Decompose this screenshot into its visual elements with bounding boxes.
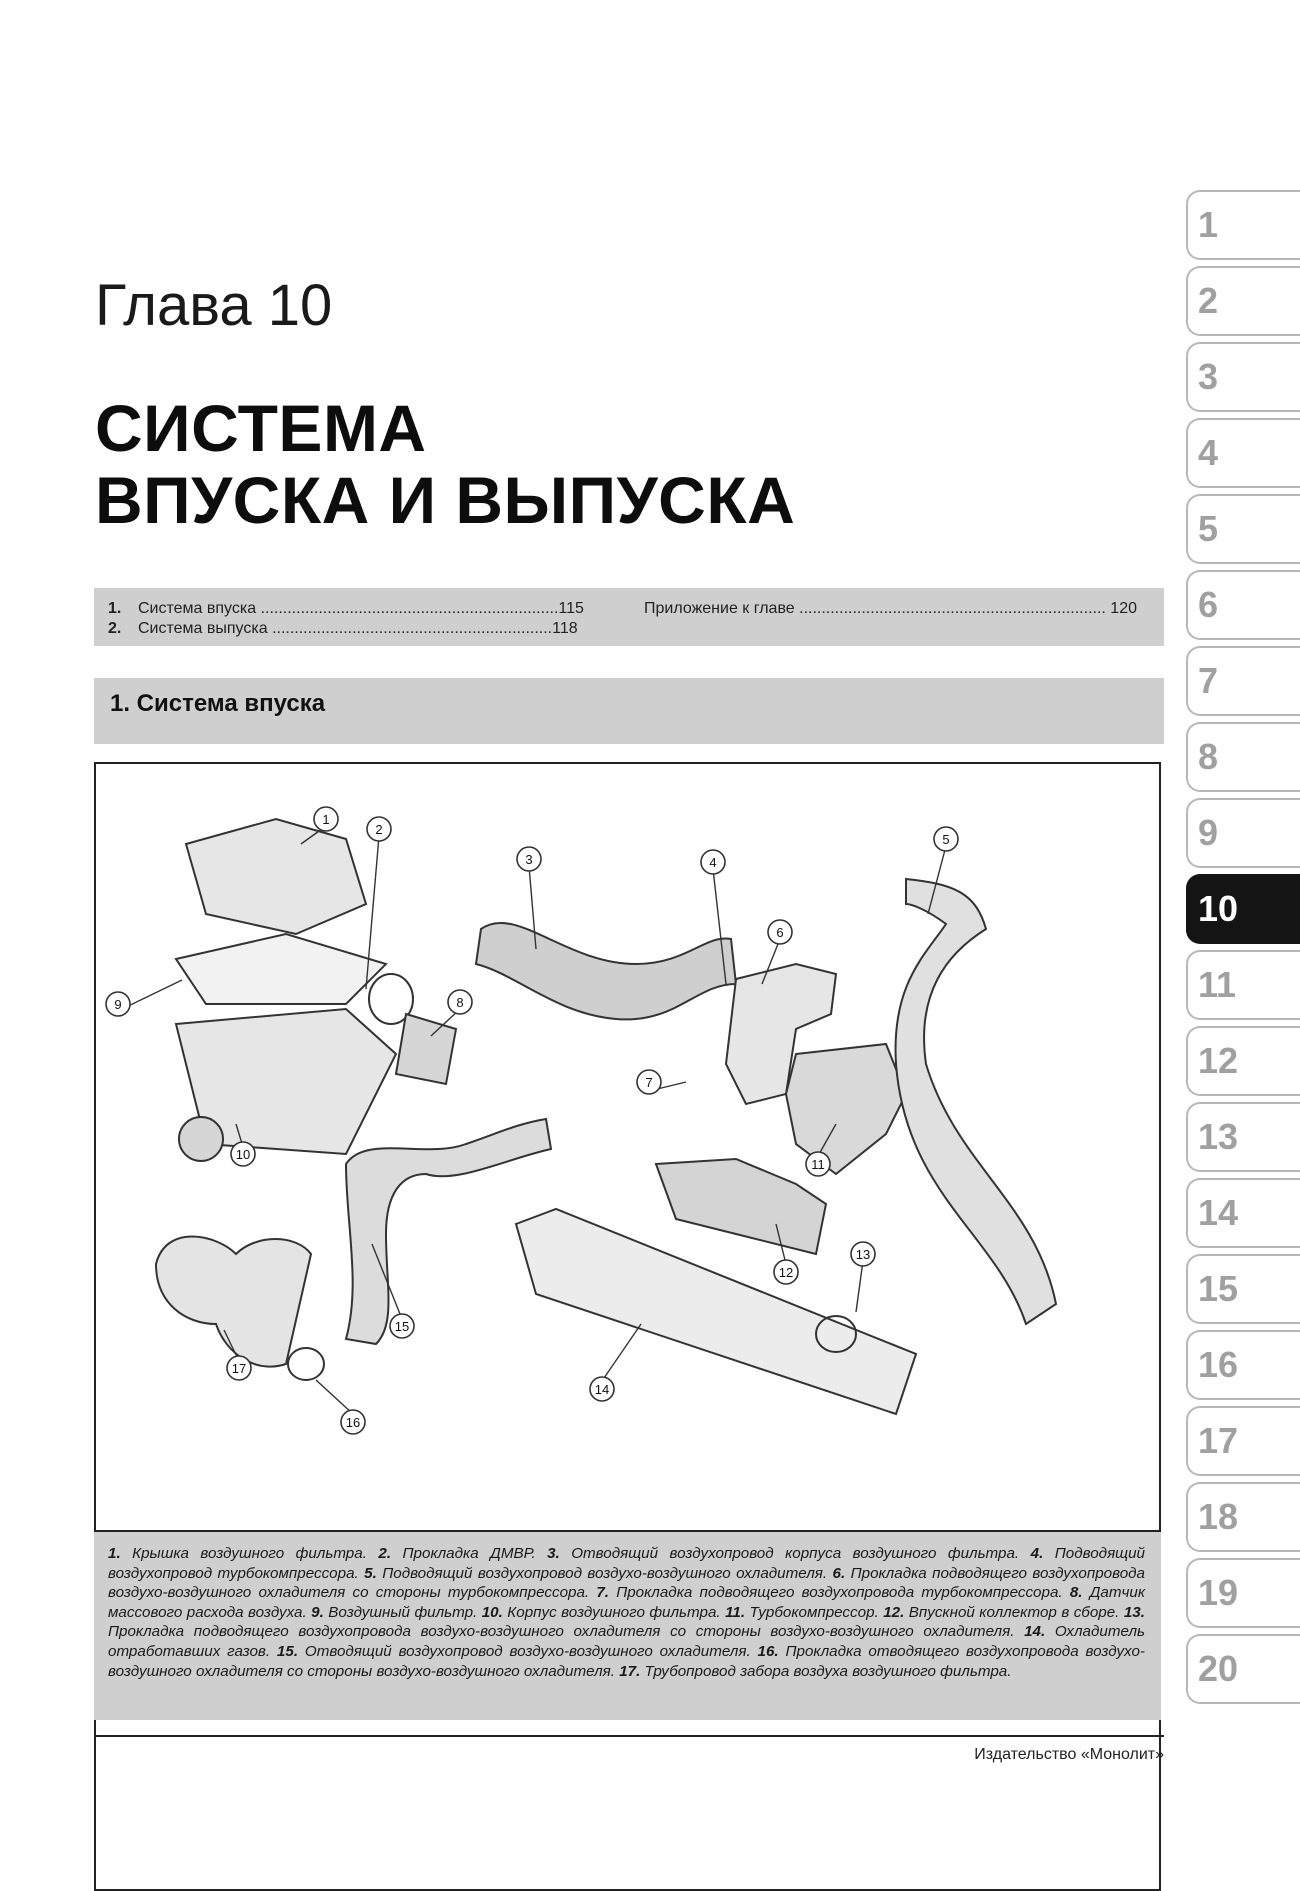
svg-text:2: 2: [375, 822, 383, 837]
callout-4: [701, 850, 725, 874]
callout-15: [390, 1314, 414, 1338]
caption-num: 12.: [883, 1603, 905, 1621]
caption-text: Датчик массового расхода воздуха.: [108, 1584, 1145, 1621]
caption-text: Прокладка подводящего воздухопровода воздухо-воздушного охладителя со стороны воздухо-воздушного охладителя.: [108, 1623, 1025, 1641]
toc-item-text: Приложение к главе ..................................................................... 120: [644, 600, 1137, 617]
caption-num: 4.: [1030, 1545, 1044, 1562]
chapter-tab-7[interactable]: 7: [1186, 646, 1300, 716]
caption-text: Прокладка отводящего воздухопровода воздухо-воздушного охладителя со стороны воздухо-воздушного охладителя.: [108, 1642, 1145, 1680]
chapter-tab-5[interactable]: 5: [1186, 494, 1300, 564]
page-title: [95, 392, 795, 536]
caption-num: 17.: [619, 1662, 641, 1680]
caption-text: Воздушный фильтр.: [323, 1603, 482, 1621]
caption-num: 9.: [311, 1603, 324, 1621]
chapter-tab-3[interactable]: 3: [1186, 342, 1300, 412]
caption-text: Прокладка подводящего воздухопровода турбокомпрессора.: [609, 1584, 1070, 1602]
chapter-tab-10[interactable]: 10: [1186, 874, 1300, 944]
caption-num: 1.: [108, 1545, 121, 1562]
intercooler-inlet-pipe-part: [896, 879, 1056, 1324]
air-filter-cover-part: [186, 819, 366, 934]
toc-item-num: 1.: [108, 600, 122, 617]
callout-9: [106, 992, 130, 1016]
maf-sensor-part: [396, 1014, 456, 1084]
callout-13: [851, 1242, 875, 1266]
chapter-tab-16[interactable]: 16: [1186, 1330, 1300, 1400]
outlet-duct-3-part: [476, 923, 736, 1020]
caption-num: 16.: [757, 1642, 779, 1660]
caption-num: 3.: [547, 1545, 560, 1562]
turbocharger-part: [786, 1044, 906, 1174]
svg-text:3: 3: [525, 852, 533, 867]
svg-text:14: 14: [594, 1382, 610, 1397]
chapter-label: Глава 10: [95, 273, 333, 338]
chapter-tab-11[interactable]: 11: [1186, 950, 1300, 1020]
chapter-tab-1[interactable]: 1: [1186, 190, 1300, 260]
intake-pipe-17-part: [156, 1237, 311, 1367]
intake-system-diagram: [94, 762, 1161, 1891]
toc-item-2[interactable]: [108, 620, 578, 638]
caption-num: 10.: [481, 1603, 503, 1621]
caption-num: 7.: [596, 1584, 610, 1602]
caption-text: Впускной коллектор в сборе.: [904, 1603, 1124, 1621]
housing-outlet-part: [179, 1117, 223, 1161]
callout-1: [314, 807, 338, 831]
svg-text:8: 8: [456, 995, 464, 1010]
section-header: [94, 678, 1164, 744]
caption-num: 14.: [1024, 1623, 1046, 1641]
table-of-contents: [94, 588, 1164, 646]
callout-7: [637, 1070, 661, 1094]
chapter-tab-18[interactable]: 18: [1186, 1482, 1300, 1552]
chapter-tab-15[interactable]: 15: [1186, 1254, 1300, 1324]
svg-text:11: 11: [811, 1157, 825, 1172]
callout-3: [517, 847, 541, 871]
callout-6: [768, 920, 792, 944]
figure-caption: [94, 1530, 1161, 1720]
chapter-tab-17[interactable]: 17: [1186, 1406, 1300, 1476]
svg-text:6: 6: [776, 925, 784, 940]
callout-17: [227, 1356, 251, 1380]
chapter-tab-12[interactable]: 12: [1186, 1026, 1300, 1096]
caption-text: Подводящий воздухопровод турбокомпрессора.: [108, 1545, 1145, 1582]
section-title: 1. Система впуска: [110, 690, 326, 717]
toc-item-1[interactable]: [108, 600, 584, 618]
air-filter-part: [176, 934, 386, 1004]
chapter-tab-8[interactable]: 8: [1186, 722, 1300, 792]
callout-11: [806, 1152, 830, 1176]
caption-text: Отводящий воздухопровод корпуса воздушного фильтра.: [559, 1545, 1031, 1562]
exploded-view-drawing: [96, 764, 1159, 1889]
svg-text:17: 17: [231, 1361, 247, 1376]
caption-num: 8.: [1069, 1584, 1083, 1602]
caption-num: 13.: [1123, 1603, 1145, 1621]
toc-item-text: Система впуска ...................................................................115: [138, 600, 584, 617]
callout-2: [367, 817, 391, 841]
footer-divider: [94, 1735, 1164, 1737]
publisher-credit: Издательство «Монолит»: [974, 1746, 1164, 1763]
title-line-2: ВПУСКА И ВЫПУСКА: [95, 463, 796, 537]
chapter-tab-2[interactable]: 2: [1186, 266, 1300, 336]
svg-text:13: 13: [855, 1247, 871, 1262]
caption-text: Прокладка ДМВР.: [391, 1545, 548, 1562]
caption-num: 15.: [276, 1642, 299, 1660]
title-line-1: СИСТЕМА: [95, 391, 427, 465]
chapter-tab-9[interactable]: 9: [1186, 798, 1300, 868]
callout-14: [590, 1377, 614, 1401]
intake-manifold-part: [656, 1159, 826, 1254]
chapter-tab-19[interactable]: 19: [1186, 1558, 1300, 1628]
chapter-tab-6[interactable]: 6: [1186, 570, 1300, 640]
svg-text:15: 15: [394, 1319, 410, 1334]
caption-num: 2.: [378, 1545, 392, 1562]
svg-text:9: 9: [114, 997, 122, 1012]
callout-8: [448, 990, 472, 1014]
caption-text: Подводящий воздухопровод воздухо-воздушного охладителя.: [376, 1564, 833, 1582]
caption-text: Крышка воздушного фильтра.: [120, 1545, 379, 1562]
svg-text:16: 16: [345, 1415, 361, 1430]
toc-item-num: 2.: [108, 620, 122, 637]
svg-text:10: 10: [235, 1147, 251, 1162]
svg-text:12: 12: [778, 1265, 794, 1280]
caption-text: Трубопровод забора воздуха воздушного фильтра.: [640, 1662, 1012, 1680]
caption-num: 11.: [725, 1603, 746, 1621]
chapter-tab-4[interactable]: 4: [1186, 418, 1300, 488]
svg-text:4: 4: [709, 855, 717, 870]
caption-text: Корпус воздушного фильтра.: [502, 1603, 726, 1621]
callout-5: [934, 827, 958, 851]
chapter-tab-20[interactable]: 20: [1186, 1634, 1300, 1704]
toc-item-text: Система выпуска ...............................................................118: [138, 620, 578, 637]
caption-text: Турбокомпрессор.: [745, 1603, 884, 1621]
chapter-tab-13[interactable]: 13: [1186, 1102, 1300, 1172]
chapter-tab-14[interactable]: 14: [1186, 1178, 1300, 1248]
callout-12: [774, 1260, 798, 1284]
caption-text: Отводящий воздухопровод воздухо-воздушного охладителя.: [298, 1642, 758, 1660]
caption-num: 6.: [832, 1564, 846, 1582]
caption-num: 5.: [364, 1564, 377, 1582]
svg-text:1: 1: [322, 812, 330, 827]
caption-text: Охладитель отработавших газов.: [108, 1623, 1145, 1660]
svg-text:5: 5: [942, 832, 950, 847]
svg-text:7: 7: [645, 1075, 653, 1090]
callout-10: [231, 1142, 255, 1166]
gasket-16-part: [288, 1348, 324, 1380]
caption-text: Прокладка подводящего воздухопровода воздухо-воздушного охладителя со стороны турбокомпрессора.: [108, 1564, 1145, 1602]
toc-item-appendix[interactable]: [644, 600, 1137, 618]
callout-16: [341, 1410, 365, 1434]
